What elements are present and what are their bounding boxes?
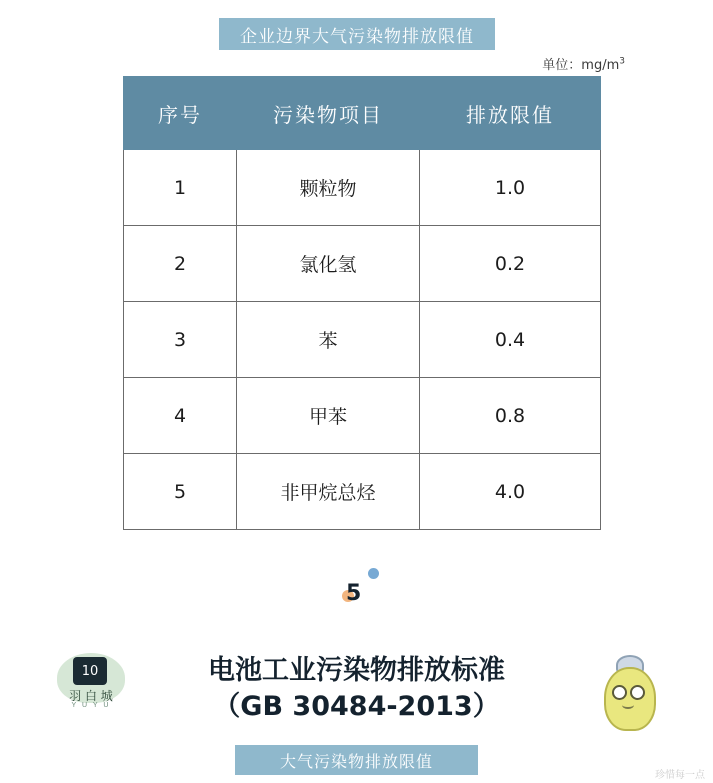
unit-note [542, 54, 625, 73]
table-cell-limit: 0.8 [420, 378, 601, 454]
top-banner [219, 18, 495, 50]
table-cell-no: 1 [124, 150, 237, 226]
table-cell-no: 5 [124, 454, 237, 530]
unit-note-value: mg/m [581, 58, 620, 73]
table-header-row [124, 77, 601, 150]
table-cell-limit: 0.4 [420, 302, 601, 378]
logo-badge: 10 [73, 657, 107, 685]
document-title-line2: （GB 30484-2013） [213, 691, 500, 722]
table-row [124, 226, 601, 302]
document-title-line1: 电池工业污染物排放标准 [208, 655, 505, 686]
bottom-banner-label: 大气污染物排放限值 [279, 751, 433, 771]
logo-subtitle: Y U Y U [71, 702, 111, 709]
table-cell-item: 非甲烷总烃 [237, 454, 420, 530]
table-cell-no: 4 [124, 378, 237, 454]
mascot-eye-right [630, 685, 645, 700]
table-cell-no: 2 [124, 226, 237, 302]
table-header-cell-no: 序号 [124, 77, 237, 150]
unit-note-prefix: 单位： [542, 58, 582, 73]
table-row [124, 302, 601, 378]
page-number-decoration [335, 562, 395, 612]
table-cell-limit: 0.2 [420, 226, 601, 302]
mascot-mouth [622, 701, 634, 709]
table-row [124, 378, 601, 454]
table-cell-item: 甲苯 [237, 378, 420, 454]
mascot-icon [600, 655, 656, 731]
table-cell-limit: 1.0 [420, 150, 601, 226]
table-cell-limit: 4.0 [420, 454, 601, 530]
watermark-text: 珍惜每一点 [655, 770, 705, 781]
table-cell-no: 3 [124, 302, 237, 378]
table-cell-item: 颗粒物 [237, 150, 420, 226]
table-cell-item: 氯化氢 [237, 226, 420, 302]
table-header-cell-item: 污染物项目 [237, 77, 420, 150]
top-banner-label: 企业边界大气污染物排放限值 [240, 26, 474, 47]
bottom-banner [235, 745, 478, 775]
table-header-cell-limit: 排放限值 [420, 77, 601, 150]
table-cell-item: 苯 [237, 302, 420, 378]
mascot-body [604, 667, 656, 731]
mascot-eye-left [612, 685, 627, 700]
page-number: 5 [346, 581, 362, 606]
logo-name: 羽 白 城 [69, 689, 113, 703]
unit-note-exponent: 3 [619, 56, 625, 67]
table-row [124, 454, 601, 530]
brand-logo [57, 653, 125, 715]
emission-limits-table [123, 76, 591, 530]
table-row [124, 150, 601, 226]
blue-dot-icon [368, 568, 379, 579]
